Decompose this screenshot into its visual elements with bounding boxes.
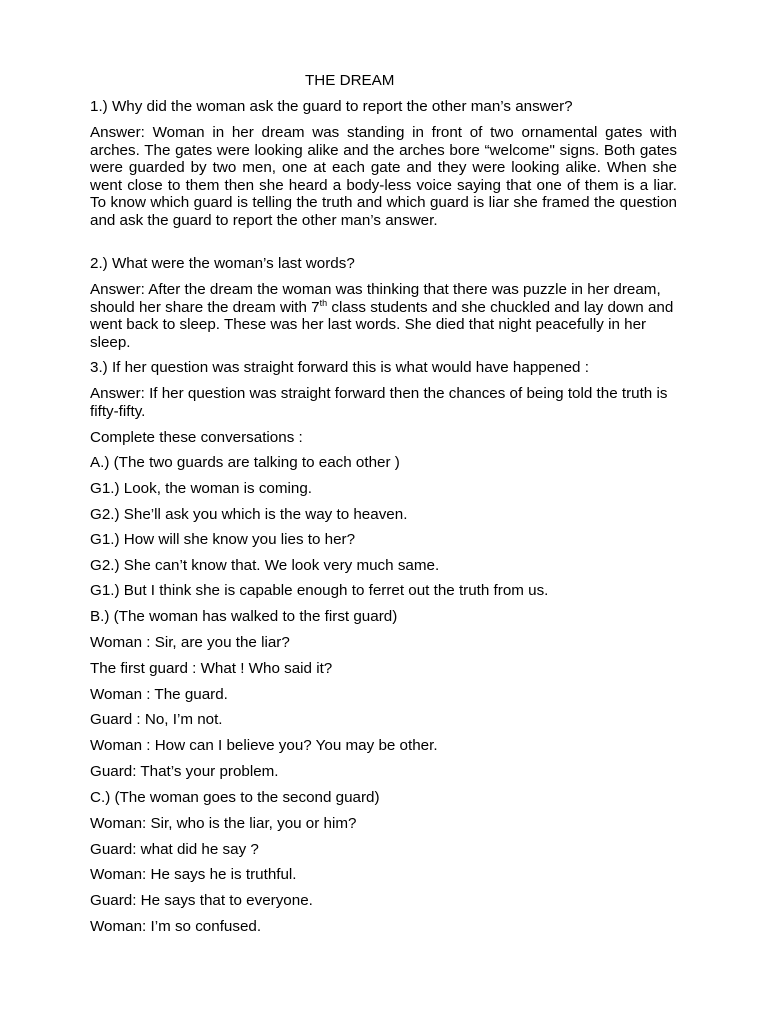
answer-2-superscript: th (319, 297, 328, 308)
conversation-line: C.) (The woman goes to the second guard) (90, 789, 380, 806)
conversation-line: Woman : How can I believe you? You may be other. (90, 737, 438, 754)
answer-2-text-start: Answer: After the dream the woman was thinking that there was puzzle in her dream, should her share the dream with 7 (90, 281, 661, 316)
answer-3: Answer: If her question was straight forward then the chances of being told the truth is fifty-fifty. (90, 385, 668, 420)
conversation-line: Guard : No, I’m not. (90, 711, 223, 728)
question-2: 2.) What were the woman’s last words? (90, 255, 355, 272)
conversation-line: G1.) How will she know you lies to her? (90, 531, 356, 548)
conversation-line: A.) (The two guards are talking to each other ) (90, 454, 400, 471)
conversation-line: G2.) She can’t know that. We look very much same. (90, 557, 440, 574)
conversation-line: G1.) But I think she is capable enough to ferret out the truth from us. (90, 582, 549, 599)
conversation-line: Woman : The guard. (90, 686, 228, 703)
answer-2-text-end: class students and she chuckled and lay down and went back to sleep. These was her last words. She died that night peacefully in her sleep. (90, 298, 674, 351)
conversation-line: G1.) Look, the woman is coming. (90, 480, 313, 497)
answer-1: Answer: Woman in her dream was standing in front of two ornamental gates with arches. The gates were looking alike and the arches bore “welcome" signs. Both gates were guarded by two men, one at each gate and they were looking alike. When she went close to them then she heard a body-less voice saying that one of them is a liar. To know which guard is telling the truth and which guard is liar she framed the question and ask the guard to report the other man’s answer. (90, 124, 677, 229)
question-1: 1.) Why did the woman ask the guard to report the other man’s answer? (90, 98, 573, 115)
answer-2 (90, 281, 677, 351)
conversation-line: Guard: He says that to everyone. (90, 892, 313, 909)
conversation-line: Guard: what did he say ? (90, 841, 259, 858)
conversation-heading: Complete these conversations : (90, 429, 303, 446)
conversation-line: Woman: Sir, who is the liar, you or him? (90, 815, 357, 832)
conversation-line: Woman: He says he is truthful. (90, 866, 297, 883)
conversation-line: Woman : Sir, are you the liar? (90, 634, 290, 651)
question-3: 3.) If her question was straight forward this is what would have happened : (90, 359, 589, 376)
conversation-line: B.) (The woman has walked to the first guard) (90, 608, 398, 625)
conversation-line: Guard: That’s your problem. (90, 763, 279, 780)
document-title: THE DREAM (305, 72, 395, 89)
conversation-line: G2.) She’ll ask you which is the way to heaven. (90, 506, 408, 523)
conversation-line: The first guard : What ! Who said it? (90, 660, 333, 677)
conversation-line: Woman: I’m so confused. (90, 918, 262, 935)
